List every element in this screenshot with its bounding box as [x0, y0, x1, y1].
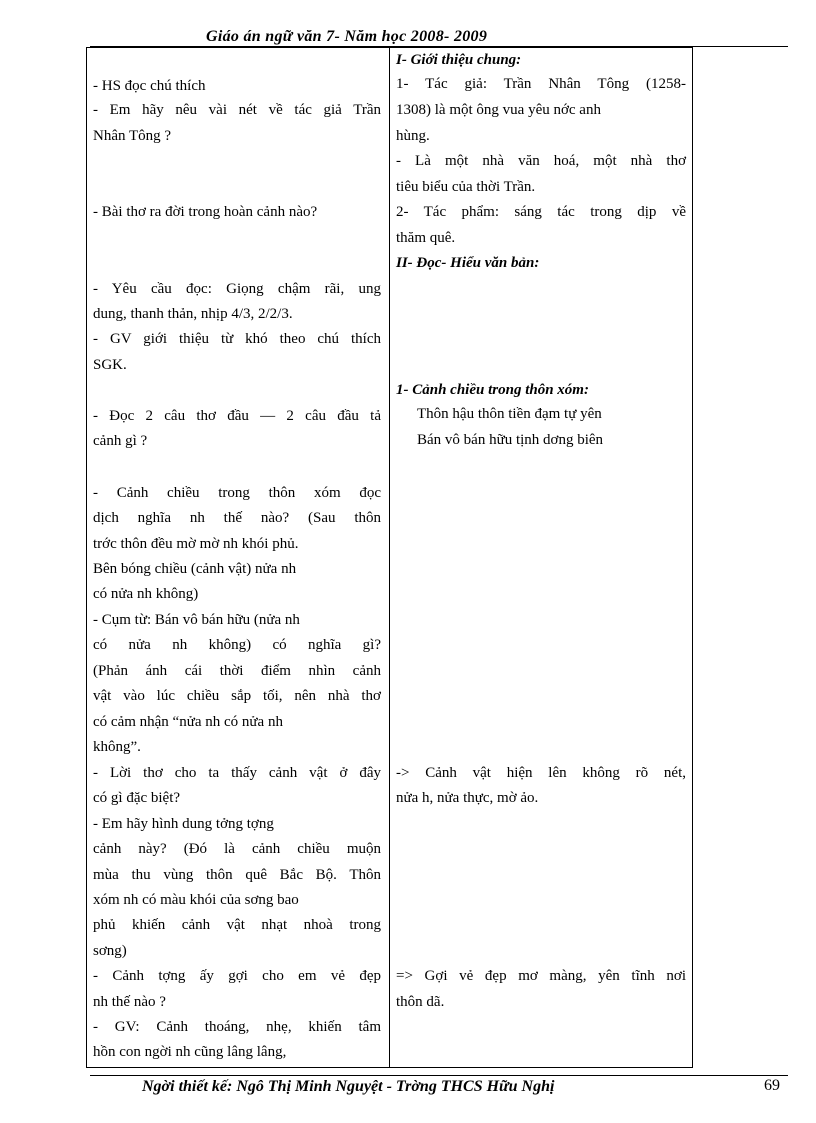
left-line: - Em hãy hình dung tởng tợng	[93, 816, 274, 832]
left-line: - GV giới thiệu từ khó theo chú thích	[93, 331, 381, 347]
left-line: không”.	[93, 739, 141, 755]
left-line: - HS đọc chú thích	[93, 78, 206, 94]
left-line: xóm nh có màu khói của sơng bao	[93, 892, 299, 908]
right-line: => Gợi vẻ đẹp mơ màng, yên tĩnh nơi	[396, 968, 686, 984]
left-line: có nửa nh không)	[93, 586, 199, 602]
right-line: 1- Tác giả: Trần Nhân Tông (1258-	[396, 76, 686, 92]
left-line: có gì đặc biệt?	[93, 790, 181, 806]
left-line: Nhân Tông ?	[93, 128, 172, 144]
left-line: - Cụm từ: Bán vô bán hữu (nửa nh	[93, 612, 300, 628]
header-title: Giáo án ngữ văn 7- Năm học 2008- 2009	[206, 28, 488, 45]
left-line: hồn con ngời nh cũng lâng lâng,	[93, 1044, 287, 1060]
left-line: - Em hãy nêu vài nét về tác giả Trần	[93, 102, 381, 118]
left-line: - Cảnh chiều trong thôn xóm đọc	[93, 485, 381, 501]
left-line: - Bài thơ ra đời trong hoàn cảnh nào?	[93, 204, 318, 220]
right-line: thăm quê.	[396, 230, 456, 246]
left-line: - GV: Cảnh thoáng, nhẹ, khiến tâm	[93, 1019, 381, 1035]
left-line: - Đọc 2 câu thơ đầu — 2 câu đầu tả	[93, 408, 381, 424]
left-line: cảnh gì ?	[93, 433, 148, 449]
left-line: - Cảnh tợng ấy gợi cho em vẻ đẹp	[93, 968, 381, 984]
left-line: vật vào lúc chiều sắp tối, nên nhà thơ	[93, 688, 381, 704]
poem-line: Bán vô bán hữu tịnh dơng biên	[417, 432, 604, 448]
left-line: cảnh này? (Đó là cảnh chiều muộn	[93, 841, 381, 857]
left-line: dịch nghĩa nh thế nào? (Sau thôn	[93, 510, 381, 526]
left-line: trớc thôn đều mờ mờ nh khói phủ.	[93, 536, 299, 552]
footer-author: Ngời thiết kế: Ngô Thị Minh Nguyệt - Trờng THCS Hữu Nghị	[142, 1078, 555, 1095]
left-line: dung, thanh thản, nhịp 4/3, 2/2/3.	[93, 306, 293, 322]
right-line: 1308) là một ông vua yêu nớc anh	[396, 102, 601, 118]
section-heading: I- Giới thiệu chung:	[396, 52, 522, 68]
left-line: - Yêu cầu đọc: Giọng chậm rãi, ung	[93, 281, 381, 297]
left-line: nh thế nào ?	[93, 994, 166, 1010]
poem-line: Thôn hậu thôn tiền đạm tự yên	[417, 406, 602, 422]
left-line: Bên bóng chiều (cảnh vật) nửa nh	[93, 561, 297, 577]
left-line: - Lời thơ cho ta thấy cảnh vật ở đây	[93, 765, 381, 781]
left-line: có nửa nh không) có nghĩa gì?	[93, 637, 381, 653]
right-line: - Là một nhà văn hoá, một nhà thơ	[396, 153, 686, 169]
right-line: hùng.	[396, 128, 430, 144]
right-line: 2- Tác phẩm: sáng tác trong dịp về	[396, 204, 686, 220]
left-line: (Phản ánh cái thời điểm nhìn cảnh	[93, 663, 381, 679]
footer-divider	[90, 1075, 788, 1076]
right-line: thôn dã.	[396, 994, 445, 1010]
left-line: phủ khiến cảnh vật nhạt nhoà trong	[93, 917, 381, 933]
subsection-heading: 1- Cảnh chiều trong thôn xóm:	[396, 382, 589, 398]
column-divider	[389, 47, 390, 1068]
right-line: tiêu biểu của thời Trần.	[396, 179, 536, 195]
left-line: mùa thu vùng thôn quê Bắc Bộ. Thôn	[93, 867, 381, 883]
right-line: nửa h, nửa thực, mờ ảo.	[396, 790, 539, 806]
left-line: sơng)	[93, 943, 127, 959]
left-line: SGK.	[93, 357, 127, 373]
right-line: -> Cảnh vật hiện lên không rõ nét,	[396, 765, 686, 781]
left-line: có cảm nhận “nửa nh có nửa nh	[93, 714, 283, 730]
page-number: 69	[764, 1077, 780, 1094]
section-heading: II- Đọc- Hiểu văn bản:	[396, 255, 540, 271]
